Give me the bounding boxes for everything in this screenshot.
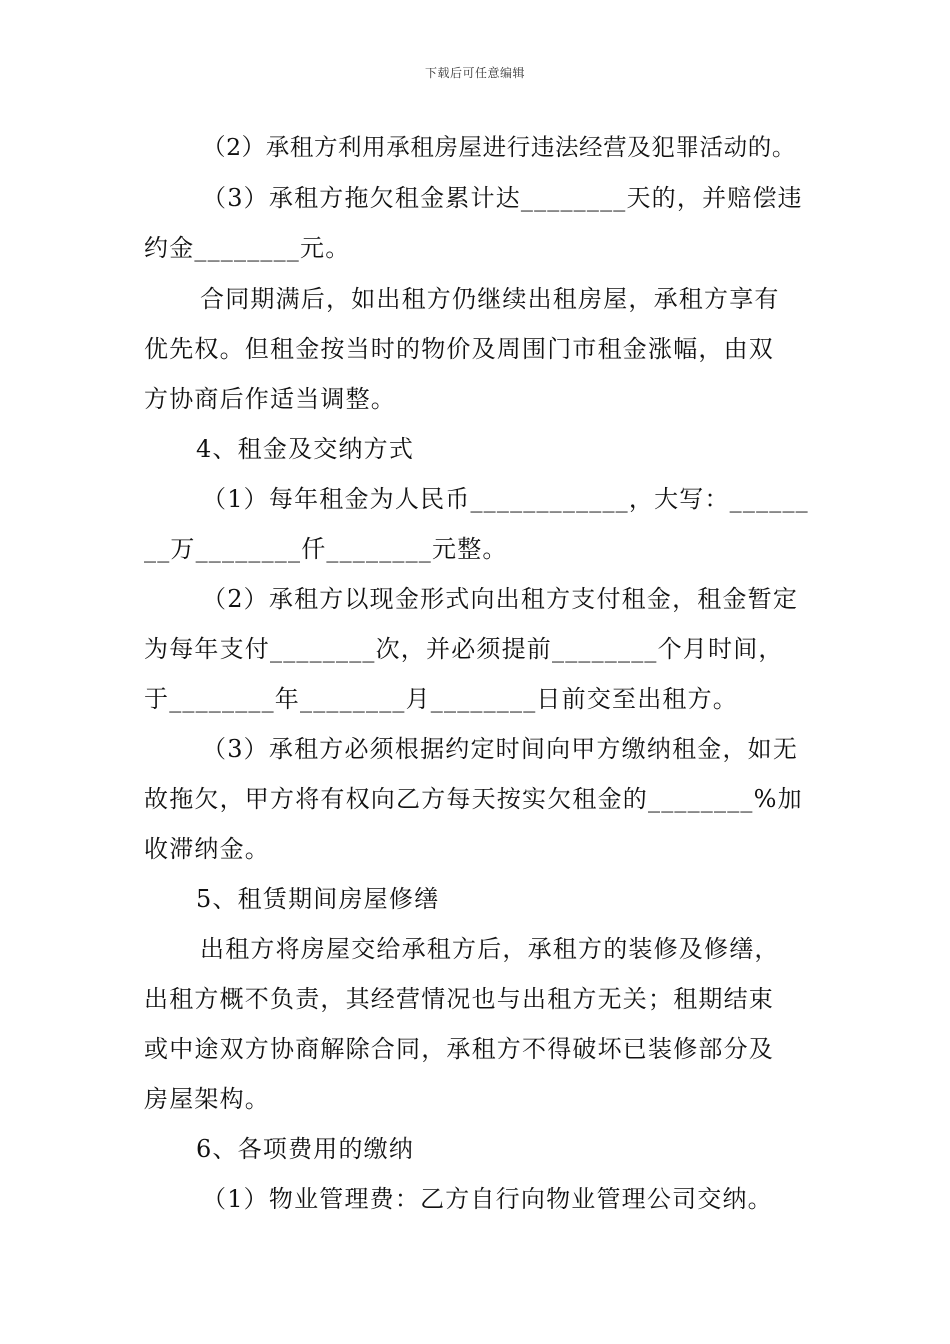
clause-line: （1）物业管理费：乙方自行向物业管理公司交纳。 — [202, 1185, 773, 1213]
section-heading: 6、各项费用的缴纳 — [196, 1135, 415, 1163]
section-heading: 4、租金及交纳方式 — [196, 435, 415, 463]
clause-line: 合同期满后，如出租方仍继续出租房屋，承租方享有 — [200, 285, 780, 313]
clause-line: 出租方将房屋交给承租方后，承租方的装修及修缮， — [200, 935, 780, 963]
clause-line: 为每年支付________次，并必须提前________个月时间， — [144, 635, 784, 663]
clause-line: __万________仟________元整。 — [144, 535, 508, 563]
clause-line: （1）每年租金为人民币____________，大写：______ — [202, 485, 809, 513]
clause-line: 于________年________月________日前交至出租方。 — [144, 685, 738, 713]
section-heading: 5、租赁期间房屋修缮 — [196, 885, 440, 913]
clause-line: （3）承租方拖欠租金累计达________天的，并赔偿违 — [202, 184, 803, 212]
clause-line: 房屋架构。 — [144, 1085, 270, 1113]
clause-line: （2）承租方利用承租房屋进行违法经营及犯罪活动的。 — [202, 133, 796, 161]
clause-line: 出租方概不负责，其经营情况也与出租方无关；租期结束 — [144, 985, 774, 1013]
clause-line: 约金________元。 — [144, 234, 351, 262]
clause-line: 故拖欠，甲方将有权向乙方每天按实欠租金的________%加 — [144, 785, 803, 813]
clause-line: （3）承租方必须根据约定时间向甲方缴纳租金，如无 — [202, 735, 799, 763]
clause-line: 方协商后作适当调整。 — [144, 385, 396, 413]
clause-line: 收滞纳金。 — [144, 835, 270, 863]
clause-line: （2）承租方以现金形式向出租方支付租金，租金暂定 — [202, 585, 799, 613]
page-header: 下载后可任意编辑 — [424, 66, 525, 80]
clause-line: 或中途双方协商解除合同，承租方不得破坏已装修部分及 — [144, 1035, 774, 1063]
clause-line: 优先权。但租金按当时的物价及周围门市租金涨幅，由双 — [144, 335, 774, 363]
